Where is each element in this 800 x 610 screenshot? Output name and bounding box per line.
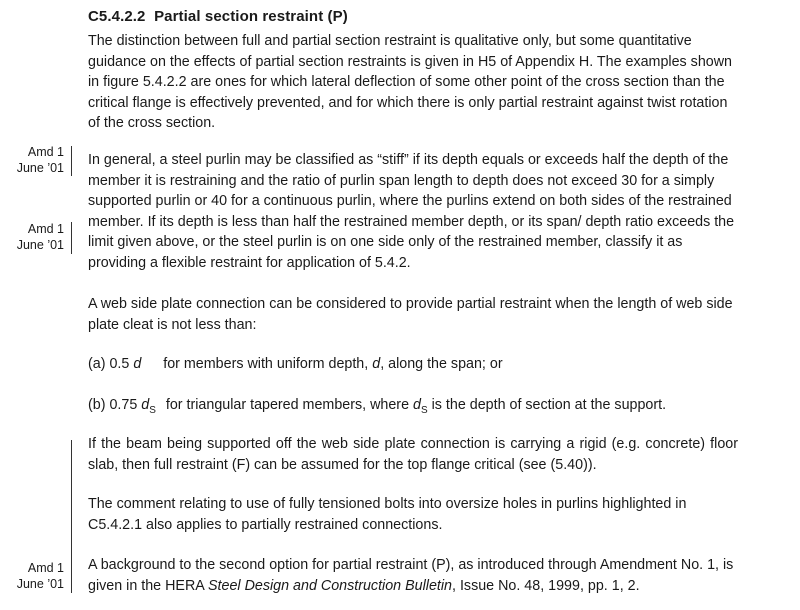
- item-b-text: for triangular tapered members, where: [165, 397, 410, 413]
- item-a-text-end: , along the span; or: [380, 356, 503, 372]
- amendment-date: June ’01: [16, 238, 64, 252]
- paragraph-6: [88, 555, 738, 596]
- item-b-text-end: is the depth of section at the support.: [431, 397, 667, 413]
- paragraph-2: In general, a steel purlin may be classified as “stiff” if its depth equals or exceeds half the depth of the member it is restraining and the ratio of purlin span length to depth does not exceed 30 for a simply supported purlin or 40 for a continuous purlin, where the purlins extend on both sides of the restrained member. If its depth is less than half the restrained member depth, or its span/ depth ratio exceeds the limit given above, or the steel purlin is on one side only of the restrained member, classify it as providing a flexible restraint for application of 5.4.2.: [88, 152, 735, 271]
- amendment-bar-2: [71, 222, 72, 254]
- amendment-note-2: [0, 221, 64, 253]
- item-b-var: d: [141, 397, 150, 413]
- item-a-var: d: [133, 356, 142, 372]
- item-a-text: for members with uniform depth,: [163, 356, 369, 372]
- item-b-text-sub: S: [420, 405, 428, 416]
- section-title: Partial section restraint (P): [154, 8, 348, 25]
- list-item-b: [88, 395, 738, 418]
- amendment-label: Amd 1: [27, 222, 64, 236]
- amendment-date: June ’01: [16, 161, 64, 175]
- paragraph-6-start: A background to the second option for partial restraint (P), as introduced through Amendment No. 1, is given in the HERA: [88, 557, 734, 594]
- list-item-a: [88, 354, 738, 375]
- paragraph-6-end: , Issue No. 48, 1999, pp. 1, 2.: [452, 577, 640, 594]
- amendment-note-1: [0, 144, 64, 176]
- paragraph-4: If the beam being supported off the web side plate connection is carrying a rigid (e.g. concrete) floor slab, then full restraint (F) can be assumed for the top flange critical (see (5.40)).: [88, 436, 738, 473]
- amendment-date: June ’01: [16, 577, 64, 591]
- amendment-bar-1: [71, 146, 72, 176]
- amendment-note-3: [0, 560, 64, 592]
- item-a-label: (a) 0.5: [88, 356, 130, 372]
- item-b-label: (b) 0.75: [88, 397, 138, 413]
- paragraph-3: A web side plate connection can be considered to provide partial restraint when the length of web side plate cleat is not less than:: [88, 296, 733, 333]
- amendment-bar-3: [71, 561, 72, 593]
- section-heading: [88, 8, 348, 25]
- item-a-text-var: d: [372, 356, 381, 372]
- amendment-label: Amd 1: [27, 145, 64, 159]
- paragraph-5: The comment relating to use of fully tensioned bolts into oversize holes in purlins highlighted in C5.4.2.1 also applies to partially restrained connections.: [88, 496, 687, 533]
- item-b-text-var: d: [413, 397, 421, 413]
- bulletin-title: Steel Design and Construction Bulletin: [208, 577, 452, 594]
- change-bar: [71, 440, 72, 578]
- amendment-label: Amd 1: [27, 561, 64, 575]
- item-b-sub: S: [149, 405, 156, 416]
- section-number: C5.4.2.2: [88, 8, 146, 25]
- paragraph-1: The distinction between full and partial section restraint is qualitative only, but some quantitative guidance on the effects of partial section restraints is given in H5 of Appendix H. The examples shown in figure 5.4.2.2 are ones for which lateral deflection of some other point of the cross section than the critical flange is effectively prevented, and for which there is only partial restraint against twist rotation of the cross section.: [88, 33, 732, 131]
